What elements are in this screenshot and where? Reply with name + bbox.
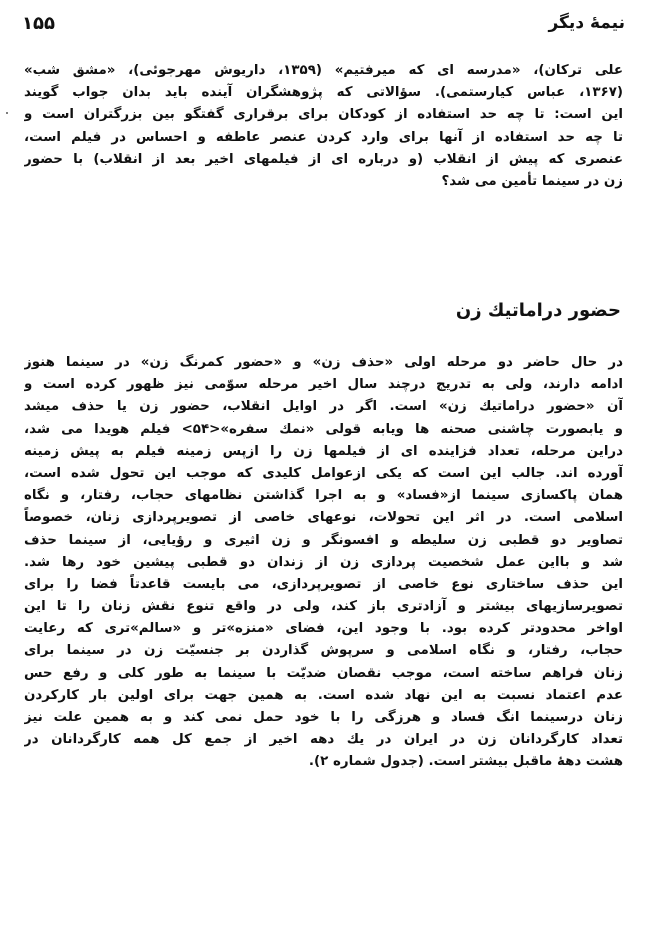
text-line: تصاویر دو قطبی زن سلیطه و افسونگر و زن اثیری و رؤیایی، از سینما حذف: [24, 532, 623, 548]
text-line: زنان درسینما انگ فساد و هرزگی را با خود حمل نمی کند و به همین علت نیز: [24, 710, 623, 725]
text-line: ادامه دارند، ولی به تدریج درچند سال اخیر مرحله سوّمی نیز ظهور کرده است و: [24, 377, 623, 393]
text-line: این است: تا چه حد استفاده از کودکان برای برقراری گفتگو بین بزرگتران است و: [24, 107, 623, 123]
margin-speck: [6, 112, 8, 114]
text-line: اواخر محدودتر کرده بود. با وجود این، فضای «منزه»تر و «سالم»تری که رعایت: [24, 621, 623, 637]
text-line: همان پاکسازی سینما از«فساد» و به اجرا گذاشتن نظامهای حجاب، رفتار، و نگاه: [24, 488, 623, 504]
page-header: [22, 8, 625, 38]
text-line: دراین مرحله، تعداد فزاینده ای از فیلمها زن را ازپس زمینه فیلم به پیش زمینه: [24, 443, 623, 459]
section-heading: حضور دراماتیك زن: [455, 300, 621, 321]
text-line: هشت دههٔ ماقبل بیشتر است. (جدول شماره ۲).: [308, 754, 623, 770]
text-line: تعداد کارگردانان زن در ایران در یك دهه اخیر از جمع کل همه کارگردانان در: [24, 732, 623, 748]
text-line: عنصری که پیش از انقلاب (و درباره ای از فیلمهای اخیر بعد از انقلاب) با حضور: [24, 151, 623, 167]
text-line: آن «حضور دراماتیك زن» است. اگر در اوایل انقلاب، حضور زن یا حذف میشد: [24, 399, 623, 415]
text-line: زنان فراهم ساخته است، موجب نقصان ضدیّت با سینما به طور کلی و رفع حس: [24, 665, 623, 681]
intro-paragraph: [24, 60, 623, 193]
text-line: اسلامی است. در اثر این تحولات، نوعهای خاصی از تصویرپردازی زنان، خصوصاً: [24, 510, 623, 526]
text-line: در حال حاضر دو مرحله اولی «حذف زن» و «حضور کمرنگ زن» در سینما هنوز: [24, 355, 623, 370]
running-title: نیمهٔ دیگر: [548, 13, 625, 33]
text-line: تا چه حد استفاده از آنها برای وارد کردن عنصر عاطفه و احساس در فیلم است،: [24, 129, 623, 145]
text-line: و یابصورت چاشنی صحنه ها ویابه قولی «نمك سفره»<۵۴> فیلم هویدا می شد،: [24, 421, 623, 437]
text-line: حجاب، رفتار، و نگاه اسلامی و سرپوش گذاردن بر جنسیّت زن در سینما برای: [24, 643, 623, 659]
text-line: تصویرسازیهای بیشتر و آزادتری باز کند، ولی در واقع تنوع نقش زنان را تا این: [24, 599, 623, 615]
body-paragraph: [24, 352, 623, 774]
text-line: این حذف ساختاری نوع خاصی از تصویرپردازی، می بایست قاعدتاً فضا را برای: [24, 576, 623, 592]
text-line: عدم اعتماد نسبت به این نهاد شده است. به همین جهت برای اولین بار کارکردن: [24, 687, 623, 703]
text-line: آورده اند. جالب این است که یکی ازعوامل کلیدی که موجب این تحول شده است،: [24, 465, 623, 481]
text-line: شد و بااین عمل شخصیت پردازی زن از زندان دو قطبی پیشین خود رها شد.: [24, 554, 623, 570]
text-line: (۱۳۶۷، عباس کیارستمی). سؤالاتی که پژوهشگران آینده باید بدان جواب گویند: [24, 85, 623, 101]
text-line: علی ترکان)، «مدرسه ای که میرفتیم» (۱۳۵۹، داریوش مهرجوئی)، «مشق شب»: [24, 63, 623, 78]
text-line: زن در سینما تأمین می شد؟: [441, 173, 623, 189]
page-number: ۱۵۵: [22, 12, 55, 34]
